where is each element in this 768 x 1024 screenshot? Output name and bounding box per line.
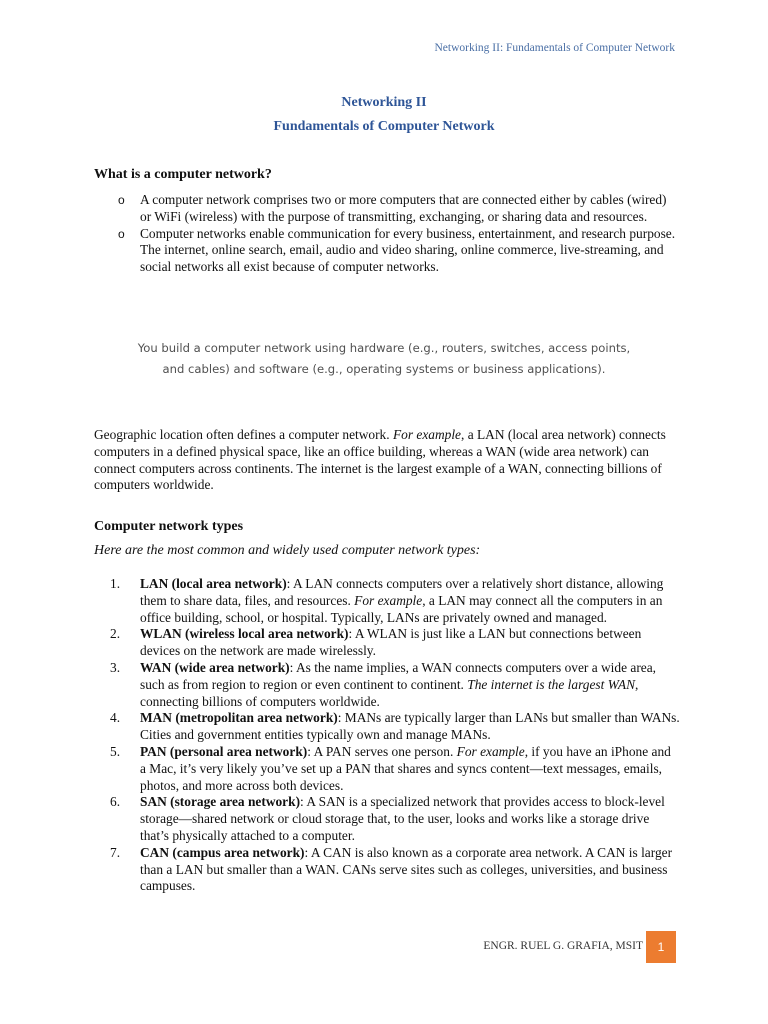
running-header: Networking II: Fundamentals of Computer Network [434, 42, 675, 54]
network-type-term: LAN (local area network) [140, 576, 287, 591]
item-text: : A LAN connects computers over a relatively short distance, allowing them to share data, files, and resources. [140, 576, 664, 608]
item-emphasis: For example [456, 743, 525, 759]
bullet-item [118, 192, 678, 226]
list-number: 5. [110, 743, 121, 759]
document-title: Networking II [341, 95, 427, 110]
paragraph-text: Geographic location often defines a computer network. [94, 427, 393, 442]
list-number: 6. [110, 794, 121, 810]
item-text: : MANs are typically larger than LANs but smaller than WANs. Cities and government entities typically own and manage MANs. [140, 710, 680, 743]
list-item [110, 845, 680, 895]
network-type-term: SAN (storage area network) [140, 794, 301, 810]
network-type-term: WAN (wide area network) [140, 659, 290, 675]
section-heading-network-types: Computer network types [94, 519, 244, 534]
list-item [110, 660, 680, 710]
item-text: , connecting billions of computers worldwide. [140, 676, 639, 709]
list-number: 1. [110, 576, 121, 591]
bullet-list [118, 192, 678, 276]
item-text: , a LAN may connect all the computers in an office building, school, or hospital. Typically, LANs are privately owned and managed. [140, 592, 663, 625]
item-text: : A SAN is a specialized network that provides access to block-level storage—shared network or cloud storage that, to the user, looks and works like a storage drive that’s physically attached to a computer. [140, 794, 665, 843]
list-item [110, 576, 680, 626]
list-item [110, 744, 680, 794]
list-number: 3. [110, 659, 121, 675]
section-heading-what-is-network: What is a computer network? [94, 167, 272, 182]
list-number: 2. [110, 626, 121, 642]
bullet-item [118, 226, 678, 276]
list-number: 4. [110, 710, 121, 726]
footer-author: ENGR. RUEL G. GRAFIA, MSIT [483, 940, 643, 952]
item-text: , if you have an iPhone and a Mac, it’s very likely you’ve set up a PAN that shares and syncs content—text messages, emails, photos, and more across both devices. [140, 743, 671, 793]
list-number: 7. [110, 844, 121, 860]
item-emphasis: The internet is the largest WAN [467, 676, 636, 692]
item-text: : A WLAN is just like a LAN but connections between devices on the network are made wirelessly. [140, 626, 642, 659]
list-item [110, 710, 680, 744]
pull-quote: You build a computer network using hardware (e.g., routers, switches, access points, and cables) and software (e.g., operating systems or business applications). [137, 341, 631, 376]
bullet-marker: o [118, 226, 125, 241]
item-text: : As the name implies, a WAN connects computers over a wide area, such as from region to region or even continent to continent. [140, 659, 657, 692]
paragraph-text: , a LAN (local area network) connects computers in a defined physical space, like an office building, whereas a WAN (wide area network) can connect computers across continents. The internet is the largest example of a WAN, connecting billions of computers worldwide. [94, 427, 666, 493]
section-intro: Here are the most common and widely used computer network types: [94, 543, 481, 558]
item-text: : A PAN serves one person. [307, 743, 457, 759]
network-type-term: PAN (personal area network) [140, 743, 308, 759]
geographic-paragraph [94, 427, 674, 494]
page-number-badge: 1 [646, 931, 676, 963]
bullet-text: A computer network comprises two or more computers that are connected either by cables (wired) or WiFi (wireless) with the purpose of transmitting, exchanging, or sharing data and resources. [140, 192, 667, 224]
network-type-term: WLAN (wireless local area network) [140, 626, 349, 642]
bullet-marker: o [118, 193, 125, 207]
network-type-term: MAN (metropolitan area network) [140, 710, 338, 726]
list-item [110, 626, 680, 660]
item-text: : A CAN is also known as a corporate area network. A CAN is larger than a LAN but smaller than a WAN. CANs serve sites such as colleges, universities, and business campuses. [140, 844, 673, 894]
item-emphasis: For example [354, 592, 423, 608]
network-types-list [110, 576, 680, 895]
bullet-text: Computer networks enable communication for every business, entertainment, and research purpose. The internet, online search, email, audio and video sharing, online commerce, live-streaming, and social networks all exist because of computer networks. [140, 225, 676, 275]
network-type-term: CAN (campus area network) [140, 844, 305, 860]
paragraph-emphasis: For example [392, 427, 461, 442]
list-item [110, 794, 680, 844]
document-subtitle: Fundamentals of Computer Network [273, 119, 495, 134]
